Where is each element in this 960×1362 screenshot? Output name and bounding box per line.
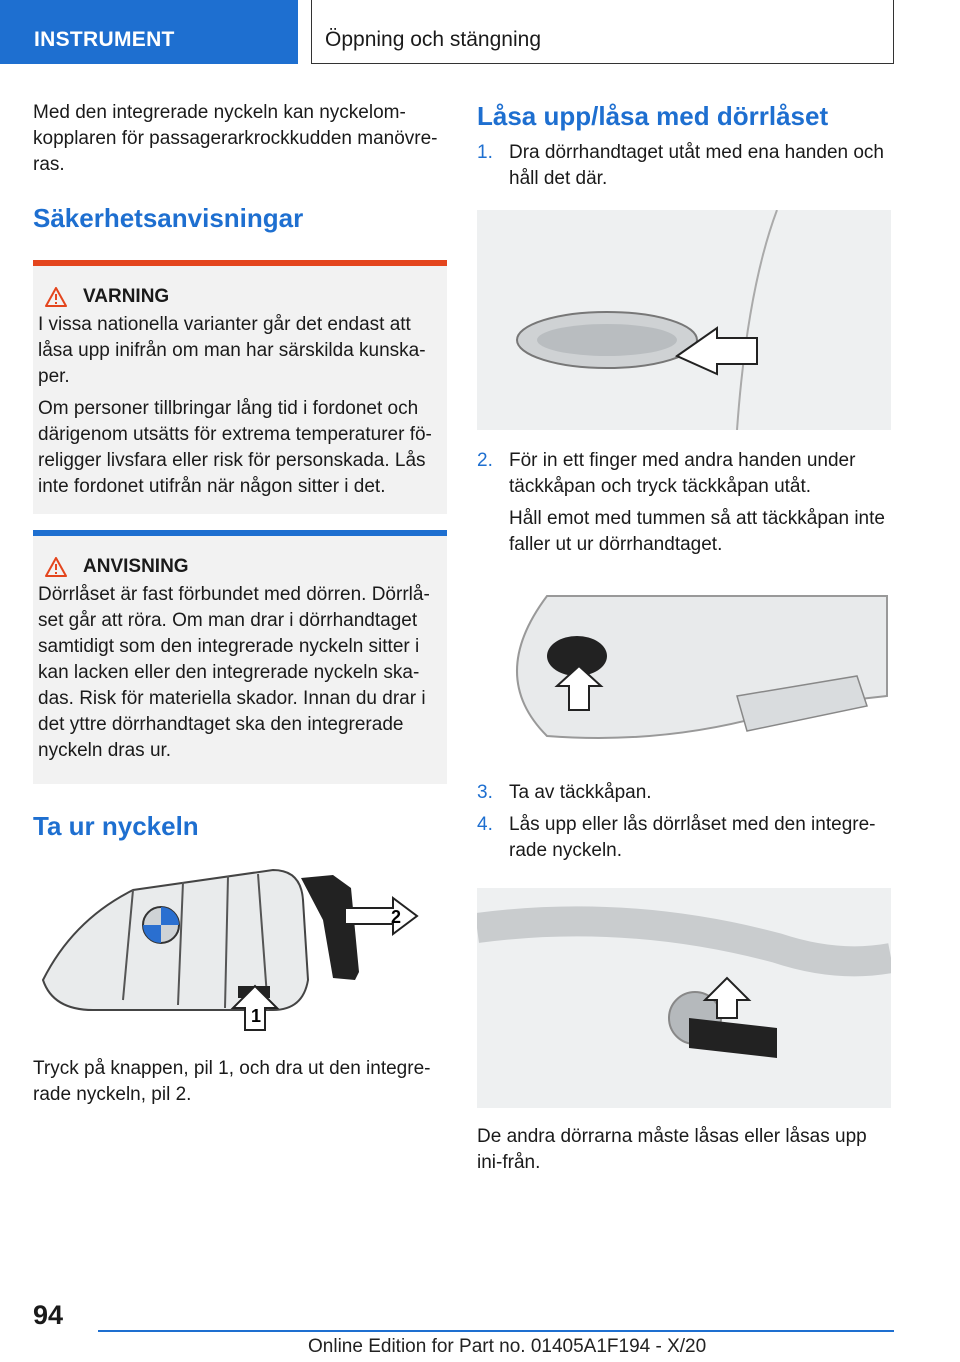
door-lock-heading: Låsa upp/låsa med dörrlåset — [477, 101, 829, 131]
cover-cap-illustration — [477, 586, 891, 756]
key-in-lock-illustration — [477, 888, 891, 1108]
key-caption: Tryck på knappen, pil 1, och dra ut den integre-rade nyckeln, pil 2. — [33, 1058, 431, 1105]
warning-text-2: Om personer tillbringar lång tid i fordonet och därigenom utsätts för extrema temperaturer fö-religger livsfara eller risk för personskada. Lås inte fordonet utifrån när någon sitter i det. — [38, 398, 432, 497]
step-4: 4. Lås upp eller lås dörrlåset med den integre-rade nyckeln. — [477, 814, 876, 861]
notice-box — [33, 530, 447, 784]
warning-triangle-icon — [45, 287, 67, 307]
door-handle-illustration — [477, 210, 891, 430]
page-number: 94 — [33, 1300, 64, 1330]
step-1: 1. Dra dörrhandtaget utåt med ena handen och håll det där. — [477, 142, 884, 189]
warning-box — [33, 260, 447, 514]
step-2-extra: Håll emot med tummen så att täckkåpan inte faller ut ur dörrhandtaget. — [509, 508, 885, 555]
section-tab — [0, 0, 298, 64]
arrow-label-1: 1 — [251, 1006, 262, 1026]
notice-title: ANVISNING — [83, 556, 189, 577]
safety-heading: Säkerhetsanvisningar — [33, 203, 304, 233]
section-title: INSTRUMENT — [34, 28, 175, 51]
footer-divider — [98, 1330, 894, 1332]
outro-paragraph: De andra dörrarna måste låsas eller låsas upp ini-från. — [477, 1126, 867, 1173]
edition-text: Online Edition for Part no. 01405A1F194 - X/20 — [308, 1336, 707, 1357]
door-handle-image — [477, 210, 891, 430]
notice-triangle-icon — [45, 557, 67, 577]
step-2: 2. För in ett finger med andra handen under täckkåpan och tryck täckkåpan utåt. — [477, 450, 856, 497]
notice-text: Dörrlåset är fast förbundet med dörren. Dörrlå-set går att röra. Om man drar i dörrhandtaget samtidigt som den integrerade nyckeln sitter i kan lacken eller den integrerade nyckeln ska-das. Risk för materiella skador. Innan du drar i det yttre dörrhandtaget ska den integrerade nyckeln dras ur. — [38, 584, 430, 761]
remove-key-heading: Ta ur nyckeln — [33, 811, 199, 841]
chapter-tab — [311, 0, 894, 64]
key-illustration — [33, 860, 447, 1040]
warning-title: VARNING — [83, 286, 170, 307]
intro-paragraph: Med den integrerade nyckeln kan nyckelom-kopplaren för passagerarkrockkudden manövre-ras. — [33, 102, 438, 175]
right-column — [477, 100, 891, 1176]
warning-text-1: I vissa nationella varianter går det endast att låsa upp inifrån om man har särskilda kunska-per. — [38, 314, 426, 387]
chapter-title: Öppning och stängning — [325, 28, 541, 51]
key-in-lock-image — [477, 888, 891, 1108]
cover-cap-image — [477, 586, 891, 756]
key-fob-image — [33, 860, 447, 1040]
left-column — [33, 100, 447, 1108]
step-3: 3. Ta av täckkåpan. — [477, 782, 652, 803]
arrow-label-2: 2 — [391, 907, 402, 927]
